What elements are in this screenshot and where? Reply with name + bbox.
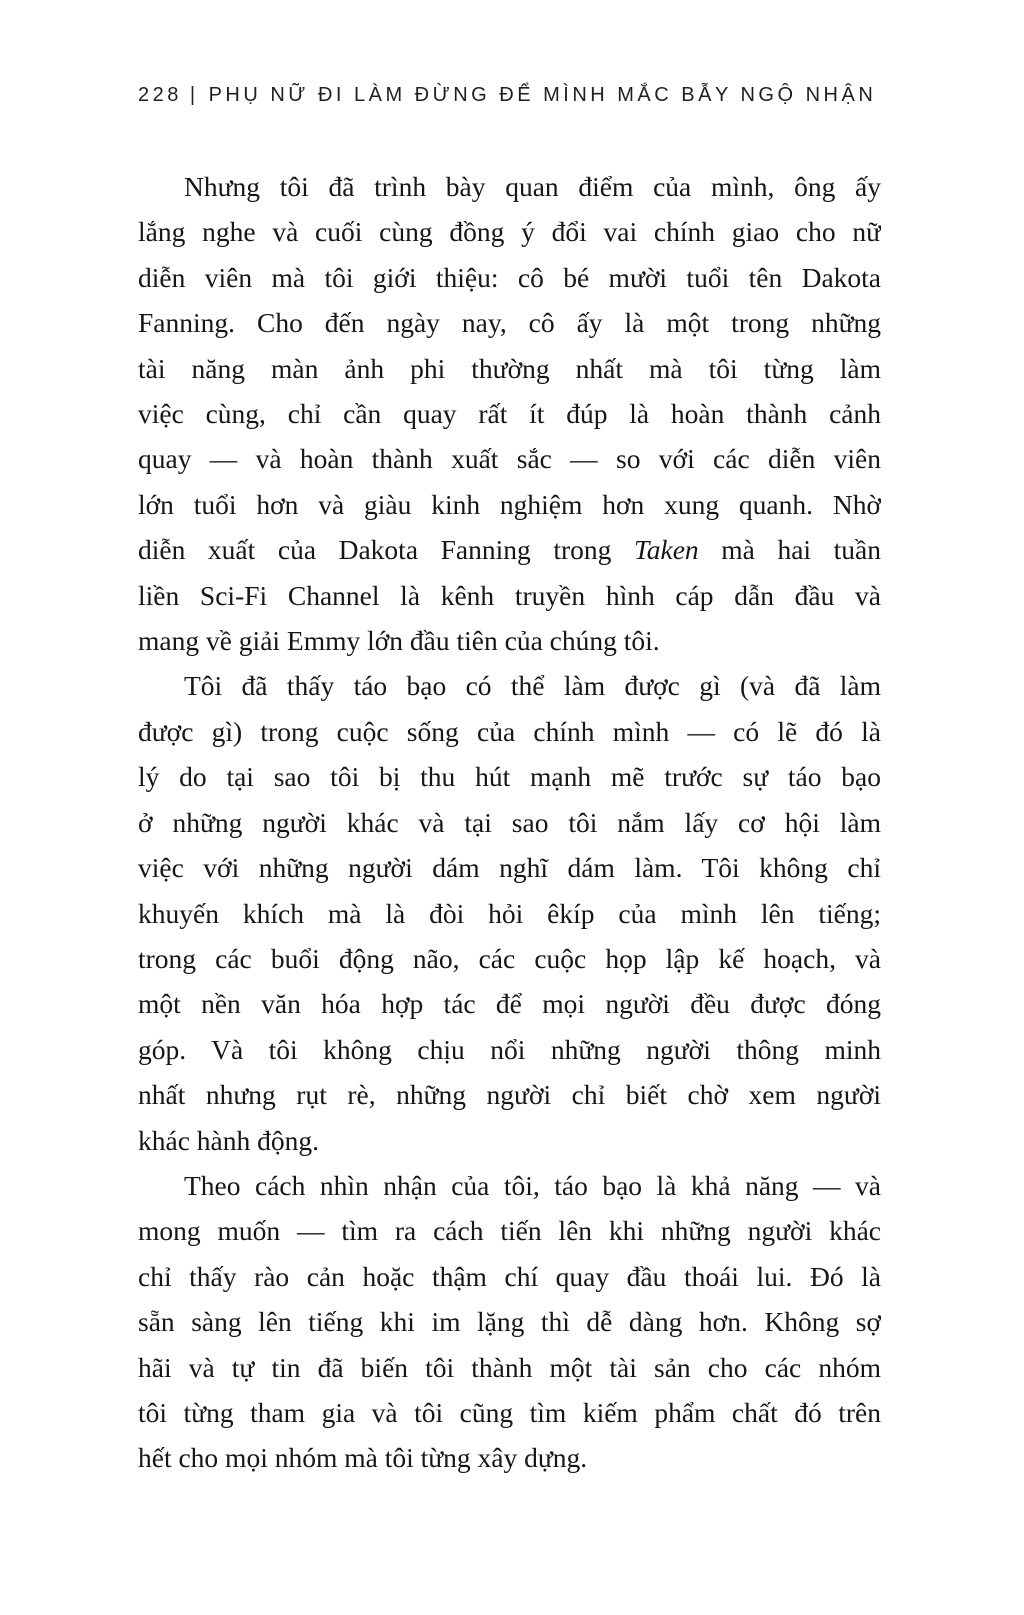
text-line: lý do tại sao tôi bị thu hút mạnh mẽ trước sự táo bạo [138,761,881,793]
text-line: hết cho mọi nhóm mà tôi từng xây dựng. [138,1442,588,1474]
text-line: việc cùng, chỉ cần quay rất ít đúp là hoàn thành cảnh [138,398,881,430]
text-line: tôi từng tham gia và tôi cũng tìm kiếm phẩm chất đó trên [138,1396,881,1428]
text-line: việc với những người dám nghĩ dám làm. Tôi không chỉ [138,852,881,884]
text-line: Fanning. Cho đến ngày nay, cô ấy là một trong những [138,307,881,339]
text-line: diễn viên mà tôi giới thiệu: cô bé mười tuổi tên Dakota [138,261,881,293]
text-line: tài năng màn ảnh phi thường nhất mà tôi từng làm [138,352,881,384]
text-line: hãi và tự tin đã biến tôi thành một tài sản cho các nhóm [138,1351,881,1383]
chapter-title: PHỤ NỮ ĐI LÀM ĐỪNG ĐỂ MÌNH MẮC BẪY NGỘ NHẬN [208,84,877,106]
running-head [138,84,888,107]
text-line: trong các buổi động não, các cuộc họp lập kế hoạch, và [138,942,881,974]
text-line: một nền văn hóa hợp tác để mọi người đều được đóng [138,988,881,1020]
text-line: quay — và hoàn thành xuất sắc — so với các diễn viên [138,443,881,475]
text-line: sẵn sàng lên tiếng khi im lặng thì dễ dàng hơn. Không sợ [138,1306,881,1338]
paragraph [138,1163,881,1481]
text-line: khuyến khích mà là đòi hỏi êkíp của mình lên tiếng; [138,897,881,929]
text-line: Nhưng tôi đã trình bày quan điểm của mình, ông ấy [184,171,881,202]
text-line: lắng nghe và cuối cùng đồng ý đổi vai chính giao cho nữ [138,216,881,248]
paragraph [138,164,881,663]
text-line: mong muốn — tìm ra cách tiến lên khi những người khác [138,1215,881,1247]
text-line: Tôi đã thấy táo bạo có thể làm được gì (và đã làm [184,670,881,702]
text-line: liền Sci-Fi Channel là kênh truyền hình cáp dẫn đầu và [138,579,881,611]
page-number: 228 [138,84,182,106]
header-divider: | [189,84,199,106]
text-line: mang về giải Emmy lớn đầu tiên của chúng tôi. [138,625,660,657]
text-line: được gì) trong cuộc sống của chính mình — có lẽ đó là [138,715,881,747]
text-line: nhất nhưng rụt rè, những người chỉ biết chờ xem người [138,1079,881,1111]
text-line: lớn tuổi hơn và giàu kinh nghiệm hơn xung quanh. Nhờ [138,488,881,520]
italic-text: Taken [634,534,699,566]
paragraph [138,663,881,1162]
text-line: góp. Và tôi không chịu nổi những người thông minh [138,1033,881,1065]
text-line: diễn xuất của Dakota Fanning trong Taken mà hai tuần [138,534,881,566]
text-line: Theo cách nhìn nhận của tôi, táo bạo là khả năng — và [184,1169,881,1201]
text-line: khác hành động. [138,1124,319,1156]
text-line: ở những người khác và tại sao tôi nắm lấy cơ hội làm [138,806,881,838]
text-line: chỉ thấy rào cản hoặc thậm chí quay đầu thoái lui. Đó là [138,1260,881,1292]
body-text [138,164,881,1481]
